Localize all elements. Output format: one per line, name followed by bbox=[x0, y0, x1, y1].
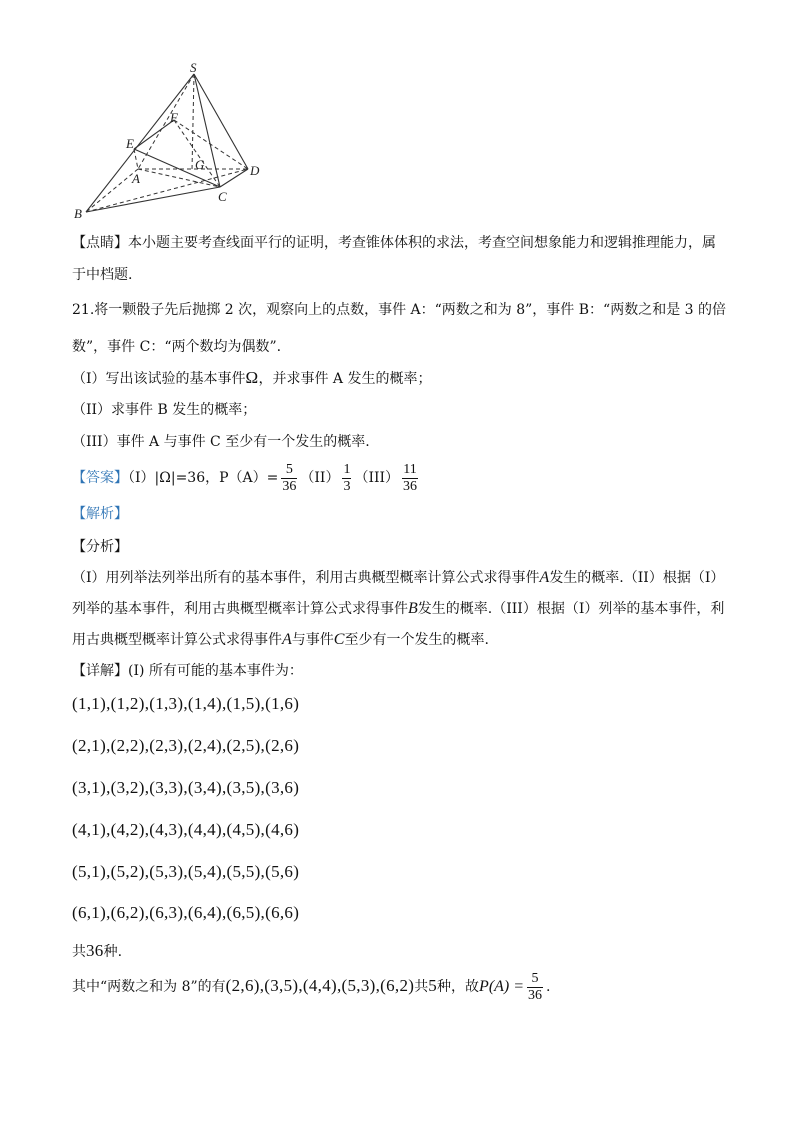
analysis-text-3a: 用古典概型概率计算公式求得事件 bbox=[72, 632, 282, 648]
analysis-line-2 bbox=[72, 599, 724, 619]
answer-f2-den: 3 bbox=[343, 478, 351, 494]
label-C: C bbox=[218, 189, 227, 204]
analysis-line-1 bbox=[72, 568, 724, 588]
answer-fraction-3 bbox=[402, 462, 418, 495]
conclusion-text-a: 其中“两数之和为 8”的有 bbox=[72, 979, 226, 995]
detail-line-1 bbox=[72, 661, 303, 681]
answer-tag: 【答案】 bbox=[72, 470, 128, 486]
answer-part-2: （II） bbox=[300, 470, 340, 486]
answer-fraction-2 bbox=[342, 462, 351, 495]
label-G: G bbox=[195, 157, 205, 172]
outcome-row: (2,1),(2,2),(2,3),(2,4),(2,5),(2,6) bbox=[72, 736, 300, 755]
detail-tag: 【详解】 bbox=[72, 663, 128, 679]
analysis-text-3c: 至少有一个发生的概率. bbox=[344, 632, 489, 648]
question-line-2: 数”，事件 C：“两个数均为偶数”. bbox=[72, 339, 282, 355]
var-C: C bbox=[333, 631, 345, 648]
label-D: D bbox=[250, 163, 260, 178]
label-B: B bbox=[74, 206, 82, 221]
var-B: B bbox=[408, 600, 418, 617]
label-F: F bbox=[170, 110, 178, 125]
conclusion-num: 5 bbox=[527, 971, 543, 988]
answer-f1-den: 36 bbox=[282, 478, 297, 494]
answer-line bbox=[72, 458, 421, 498]
answer-f3-num: 11 bbox=[403, 461, 417, 477]
total-count: 36 bbox=[86, 941, 104, 960]
edge-EA bbox=[134, 149, 138, 169]
conclusion-list: (2,6),(3,5),(4,4),(5,3),(6,2) bbox=[225, 976, 415, 995]
question-part-1 bbox=[72, 368, 431, 389]
analysis-text-1a: （I）用列举法列举出所有的基本事件，利用古典概型概率计算公式求得事件 bbox=[72, 570, 540, 586]
conclusion-count: 5 bbox=[428, 976, 438, 995]
answer-f1-num: 5 bbox=[281, 462, 297, 479]
explain-tag: 【解析】 bbox=[72, 506, 128, 522]
analysis-text-2b: 发生的概率.（III）根据（I）列举的基本事件，利 bbox=[417, 601, 725, 617]
question-part-1a: （I）写出该试验的基本事件 bbox=[72, 371, 246, 387]
edge-SG bbox=[192, 74, 194, 170]
analysis-tag: 【分析】 bbox=[72, 539, 128, 555]
analysis-text-2a: 列举的基本事件，利用古典概型概率计算公式求得事件 bbox=[72, 601, 408, 617]
outcome-row: (5,1),(5,2),(5,3),(5,4),(5,5),(5,6) bbox=[72, 862, 300, 881]
conclusion-end: . bbox=[546, 979, 551, 995]
answer-fraction-1 bbox=[281, 462, 297, 495]
label-A: A bbox=[132, 171, 140, 186]
conclusion-text-c: 种，故 bbox=[437, 979, 480, 995]
conclusion-text-b: 共 bbox=[414, 979, 429, 995]
label-E: E bbox=[126, 136, 134, 151]
edge-CD bbox=[220, 169, 248, 187]
outcome-row: (1,1),(1,2),(1,3),(1,4),(1,5),(1,6) bbox=[72, 694, 300, 713]
comment-line-2: 于中档题. bbox=[72, 267, 133, 283]
question-line-1: 21.将一颗骰子先后抛掷 2 次，观察向上的点数，事件 A：“两数之和为 8”，事件 B：“两数之和是 3 的倍 bbox=[72, 302, 727, 318]
conclusion-fraction bbox=[527, 971, 543, 1004]
outcome-row: (4,1),(4,2),(4,3),(4,4),(4,5),(4,6) bbox=[72, 820, 300, 839]
edge-BC bbox=[86, 187, 220, 212]
comment-line-1 bbox=[72, 233, 716, 253]
answer-f2-num: 1 bbox=[343, 461, 351, 477]
analysis-text-1b: 发生的概率.（II）根据（I） bbox=[549, 570, 725, 586]
total-text-b: 种. bbox=[103, 944, 123, 960]
edge-SA bbox=[138, 74, 194, 169]
outcome-row: (6,1),(6,2),(6,3),(6,4),(6,5),(6,6) bbox=[72, 903, 300, 922]
probability-expression: P(A) = bbox=[479, 978, 525, 995]
edge-AC bbox=[138, 169, 220, 187]
answer-f3-den: 36 bbox=[403, 478, 418, 494]
edge-AB bbox=[86, 169, 138, 212]
label-S: S bbox=[190, 62, 197, 75]
var-A: A bbox=[282, 631, 292, 648]
edge-SB bbox=[86, 74, 194, 212]
total-line bbox=[72, 941, 122, 962]
answer-part-3: （III） bbox=[354, 470, 400, 486]
pyramid-figure bbox=[70, 62, 270, 222]
answer-part-1: （I）|Ω|=36，P（A）= bbox=[128, 470, 279, 486]
total-text-a: 共 bbox=[72, 944, 86, 960]
analysis-line-3 bbox=[72, 630, 489, 650]
comment-tag: 【点睛】 bbox=[72, 235, 128, 251]
comment-text-1: 本小题主要考查线面平行的证明，考查锥体体积的求法，考查空间想象能力和逻辑推理能力，属 bbox=[128, 235, 716, 251]
question-part-1b: ，并求事件 A 发生的概率； bbox=[258, 371, 432, 387]
analysis-text-3b: 与事件 bbox=[291, 632, 334, 648]
var-A: A bbox=[539, 569, 550, 586]
conclusion-line bbox=[72, 966, 551, 1007]
question-part-3: （III）事件 A 与事件 C 至少有一个发生的概率. bbox=[72, 434, 370, 450]
edge-SD bbox=[194, 74, 248, 169]
edge-FD bbox=[174, 120, 248, 169]
question-part-2: （II）求事件 B 发生的概率； bbox=[72, 402, 257, 418]
outcome-row: (3,1),(3,2),(3,3),(3,4),(3,5),(3,6) bbox=[72, 778, 300, 797]
detail-intro: (I) 所有可能的基本事件为： bbox=[128, 663, 303, 679]
omega-symbol: Ω bbox=[245, 368, 259, 387]
conclusion-den: 36 bbox=[528, 987, 543, 1003]
pyramid-diagram bbox=[70, 62, 270, 222]
